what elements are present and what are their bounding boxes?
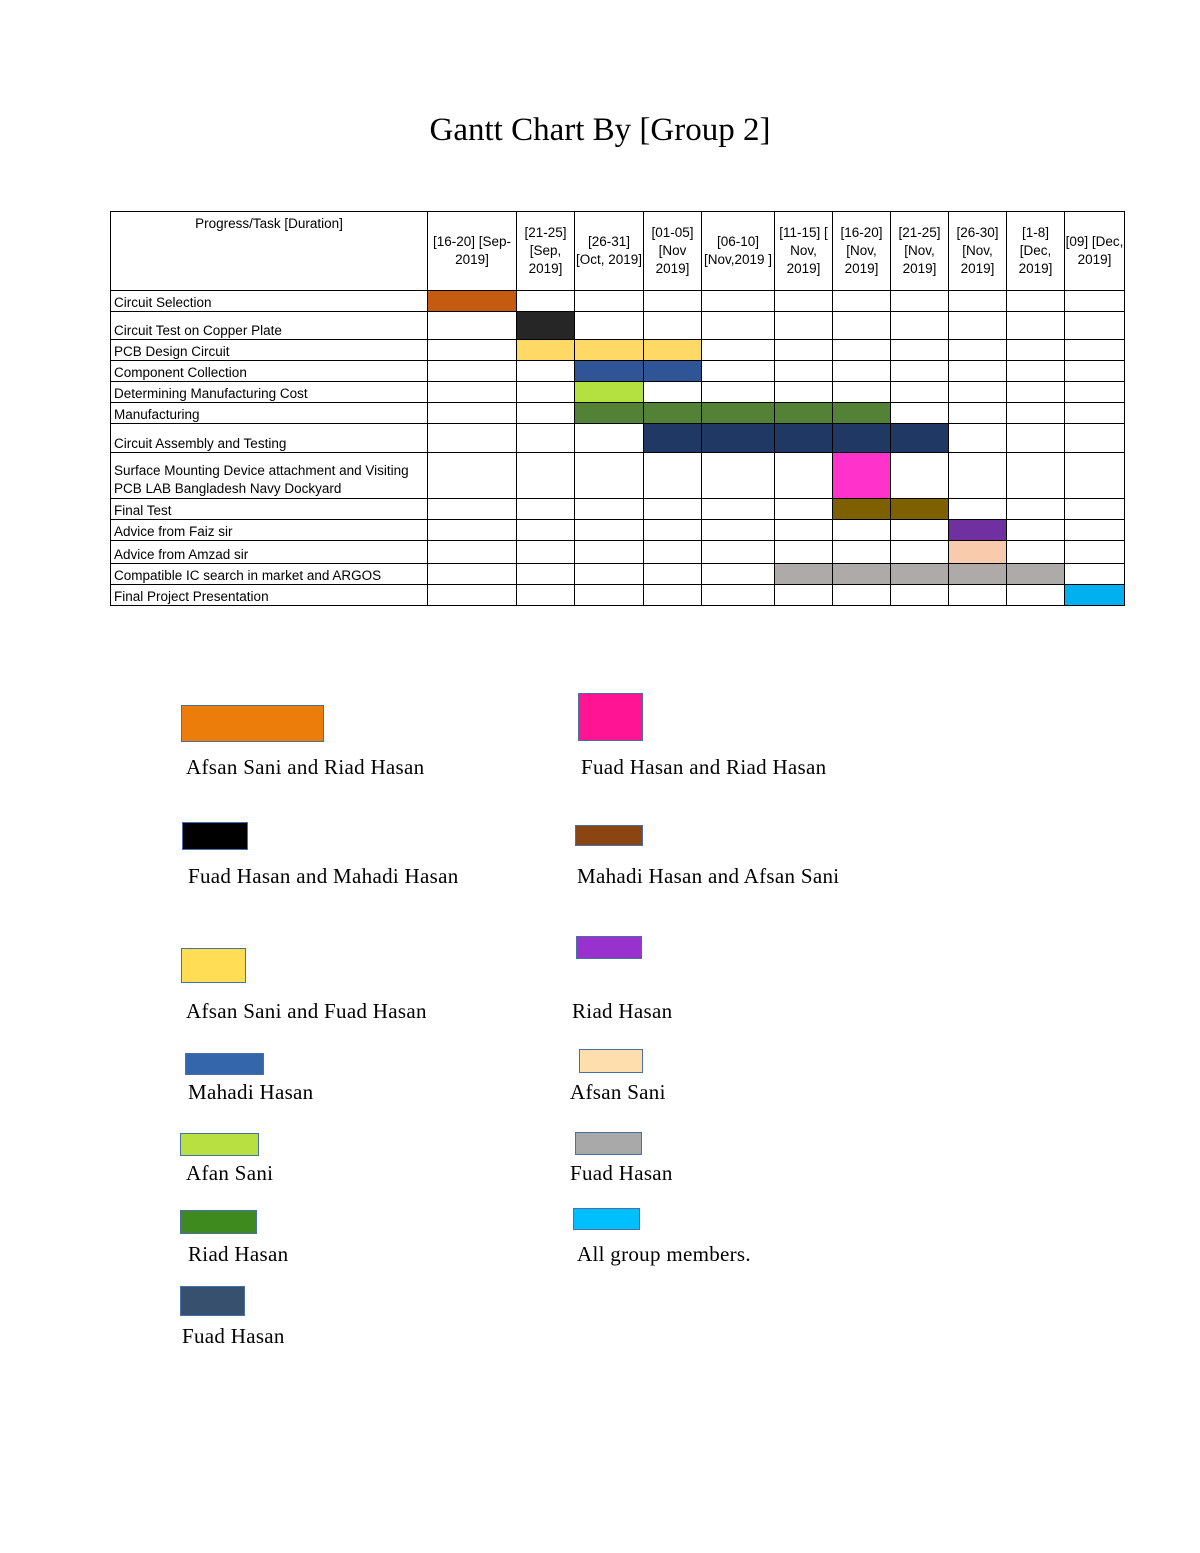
gantt-empty-cell xyxy=(949,403,1007,424)
gantt-empty-cell xyxy=(775,340,833,361)
gantt-empty-cell xyxy=(891,340,949,361)
gantt-empty-cell xyxy=(428,564,517,585)
gantt-empty-cell xyxy=(517,403,575,424)
gantt-empty-cell xyxy=(949,291,1007,312)
period-header: [26-31] [Oct, 2019] xyxy=(575,212,644,291)
gantt-empty-cell xyxy=(833,520,891,541)
gantt-empty-cell xyxy=(775,312,833,340)
legend-label: Afsan Sani and Riad Hasan xyxy=(186,755,425,779)
period-header: [16-20] [Sep-2019] xyxy=(428,212,517,291)
task-row xyxy=(111,541,1125,564)
legend-swatch xyxy=(180,1210,257,1234)
task-name: PCB Design Circuit xyxy=(111,340,428,361)
gantt-empty-cell xyxy=(702,520,775,541)
gantt-empty-cell xyxy=(575,291,644,312)
gantt-empty-cell xyxy=(1007,403,1065,424)
gantt-empty-cell xyxy=(949,382,1007,403)
gantt-bar-cell xyxy=(575,382,644,403)
gantt-empty-cell xyxy=(1065,453,1125,499)
legend-label: Fuad Hasan and Mahadi Hasan xyxy=(188,864,459,888)
legend-swatch xyxy=(180,1133,259,1156)
gantt-empty-cell xyxy=(702,340,775,361)
legend-label: Fuad Hasan and Riad Hasan xyxy=(581,755,827,779)
gantt-empty-cell xyxy=(775,541,833,564)
gantt-empty-cell xyxy=(517,585,575,606)
gantt-empty-cell xyxy=(702,361,775,382)
gantt-empty-cell xyxy=(702,541,775,564)
legend-swatch xyxy=(185,1053,264,1075)
task-name: Manufacturing xyxy=(111,403,428,424)
gantt-empty-cell xyxy=(428,453,517,499)
gantt-empty-cell xyxy=(775,499,833,520)
gantt-empty-cell xyxy=(575,564,644,585)
gantt-bar-cell xyxy=(1007,564,1065,585)
gantt-empty-cell xyxy=(833,382,891,403)
legend-label: Afan Sani xyxy=(186,1161,274,1185)
gantt-empty-cell xyxy=(517,382,575,403)
gantt-empty-cell xyxy=(833,312,891,340)
task-name: Component Collection xyxy=(111,361,428,382)
gantt-body xyxy=(111,291,1125,606)
gantt-empty-cell xyxy=(1007,382,1065,403)
period-header: [16-20] [Nov, 2019] xyxy=(833,212,891,291)
gantt-bar-cell xyxy=(575,403,644,424)
gantt-empty-cell xyxy=(517,361,575,382)
gantt-bar-cell xyxy=(644,424,702,453)
gantt-empty-cell xyxy=(702,382,775,403)
gantt-empty-cell xyxy=(775,585,833,606)
legend-label: Fuad Hasan xyxy=(570,1161,673,1185)
gantt-empty-cell xyxy=(1065,312,1125,340)
task-row xyxy=(111,340,1125,361)
period-header: [01-05] [Nov 2019] xyxy=(644,212,702,291)
legend-label: Riad Hasan xyxy=(572,999,673,1023)
gantt-empty-cell xyxy=(575,520,644,541)
task-row xyxy=(111,453,1125,499)
gantt-empty-cell xyxy=(517,453,575,499)
gantt-bar-cell xyxy=(833,453,891,499)
period-header: [26-30] [Nov, 2019] xyxy=(949,212,1007,291)
gantt-empty-cell xyxy=(775,361,833,382)
gantt-empty-cell xyxy=(833,585,891,606)
gantt-empty-cell xyxy=(891,403,949,424)
task-name: Circuit Selection xyxy=(111,291,428,312)
task-name: Advice from Amzad sir xyxy=(111,541,428,564)
task-name: Surface Mounting Device attachment and Visiting PCB LAB Bangladesh Navy Dockyard xyxy=(111,453,428,499)
gantt-bar-cell xyxy=(891,499,949,520)
gantt-empty-cell xyxy=(1065,403,1125,424)
gantt-empty-cell xyxy=(644,291,702,312)
gantt-bar-cell xyxy=(775,403,833,424)
period-header: [11-15] [ Nov, 2019] xyxy=(775,212,833,291)
gantt-empty-cell xyxy=(702,291,775,312)
legend-swatch xyxy=(576,936,642,959)
gantt-empty-cell xyxy=(949,499,1007,520)
gantt-empty-cell xyxy=(575,585,644,606)
gantt-empty-cell xyxy=(1007,312,1065,340)
gantt-empty-cell xyxy=(428,403,517,424)
task-row xyxy=(111,424,1125,453)
gantt-empty-cell xyxy=(1007,453,1065,499)
gantt-empty-cell xyxy=(702,585,775,606)
gantt-empty-cell xyxy=(517,424,575,453)
task-row xyxy=(111,499,1125,520)
gantt-empty-cell xyxy=(644,382,702,403)
gantt-bar-cell xyxy=(891,424,949,453)
gantt-empty-cell xyxy=(1007,520,1065,541)
gantt-empty-cell xyxy=(428,424,517,453)
legend-label: Afsan Sani xyxy=(570,1080,666,1104)
gantt-empty-cell xyxy=(575,312,644,340)
gantt-empty-cell xyxy=(644,453,702,499)
gantt-bar-cell xyxy=(833,499,891,520)
gantt-empty-cell xyxy=(1065,541,1125,564)
legend-label: Mahadi Hasan and Afsan Sani xyxy=(577,864,840,888)
gantt-bar-cell xyxy=(644,403,702,424)
gantt-bar-cell xyxy=(702,424,775,453)
gantt-empty-cell xyxy=(1007,340,1065,361)
gantt-empty-cell xyxy=(428,361,517,382)
task-row xyxy=(111,585,1125,606)
gantt-empty-cell xyxy=(428,520,517,541)
gantt-empty-cell xyxy=(702,564,775,585)
gantt-bar-cell xyxy=(775,424,833,453)
gantt-bar-cell xyxy=(949,564,1007,585)
gantt-table xyxy=(110,211,1125,606)
legend-swatch xyxy=(182,822,248,850)
legend-swatch xyxy=(579,1049,643,1073)
gantt-empty-cell xyxy=(891,453,949,499)
gantt-bar-cell xyxy=(949,541,1007,564)
task-name: Determining Manufacturing Cost xyxy=(111,382,428,403)
gantt-empty-cell xyxy=(517,291,575,312)
gantt-empty-cell xyxy=(1065,340,1125,361)
gantt-empty-cell xyxy=(575,453,644,499)
gantt-empty-cell xyxy=(575,541,644,564)
gantt-empty-cell xyxy=(833,340,891,361)
legend-swatch xyxy=(575,1132,642,1155)
gantt-empty-cell xyxy=(1065,291,1125,312)
gantt-empty-cell xyxy=(575,424,644,453)
gantt-empty-cell xyxy=(833,361,891,382)
task-row xyxy=(111,520,1125,541)
gantt-bar-cell xyxy=(575,340,644,361)
gantt-empty-cell xyxy=(775,453,833,499)
legend-swatch xyxy=(573,1208,640,1230)
gantt-empty-cell xyxy=(428,499,517,520)
task-row xyxy=(111,312,1125,340)
gantt-empty-cell xyxy=(891,382,949,403)
task-name: Advice from Faiz sir xyxy=(111,520,428,541)
gantt-bar-cell xyxy=(775,564,833,585)
gantt-bar-cell xyxy=(517,312,575,340)
gantt-empty-cell xyxy=(517,499,575,520)
gantt-bar-cell xyxy=(833,403,891,424)
gantt-bar-cell xyxy=(644,361,702,382)
gantt-empty-cell xyxy=(644,312,702,340)
task-row xyxy=(111,564,1125,585)
gantt-empty-cell xyxy=(1007,585,1065,606)
gantt-empty-cell xyxy=(891,312,949,340)
legend-swatch xyxy=(181,948,246,983)
gantt-empty-cell xyxy=(428,541,517,564)
gantt-empty-cell xyxy=(1065,520,1125,541)
period-header: [1-8] [Dec, 2019] xyxy=(1007,212,1065,291)
gantt-bar-cell xyxy=(644,340,702,361)
gantt-empty-cell xyxy=(575,499,644,520)
gantt-empty-cell xyxy=(1065,424,1125,453)
gantt-empty-cell xyxy=(1007,499,1065,520)
gantt-empty-cell xyxy=(891,541,949,564)
gantt-bar-cell xyxy=(891,564,949,585)
task-name: Circuit Test on Copper Plate xyxy=(111,312,428,340)
header-row xyxy=(111,212,1125,291)
gantt-empty-cell xyxy=(949,340,1007,361)
legend-label: Afsan Sani and Fuad Hasan xyxy=(186,999,427,1023)
legend-swatch xyxy=(578,693,643,741)
gantt-empty-cell xyxy=(1065,499,1125,520)
task-name: Final Project Presentation xyxy=(111,585,428,606)
gantt-empty-cell xyxy=(949,585,1007,606)
gantt-empty-cell xyxy=(428,585,517,606)
gantt-empty-cell xyxy=(517,541,575,564)
gantt-empty-cell xyxy=(644,499,702,520)
gantt-empty-cell xyxy=(702,453,775,499)
gantt-empty-cell xyxy=(891,585,949,606)
task-name: Compatible IC search in market and ARGOS xyxy=(111,564,428,585)
gantt-empty-cell xyxy=(1007,424,1065,453)
gantt-empty-cell xyxy=(1065,382,1125,403)
task-row xyxy=(111,361,1125,382)
gantt-empty-cell xyxy=(949,361,1007,382)
gantt-empty-cell xyxy=(949,312,1007,340)
gantt-empty-cell xyxy=(833,291,891,312)
task-name: Circuit Assembly and Testing xyxy=(111,424,428,453)
gantt-empty-cell xyxy=(702,312,775,340)
gantt-empty-cell xyxy=(428,382,517,403)
gantt-bar-cell xyxy=(949,520,1007,541)
gantt-empty-cell xyxy=(949,453,1007,499)
legend-label: Mahadi Hasan xyxy=(188,1080,314,1104)
gantt-bar-cell xyxy=(833,564,891,585)
gantt-empty-cell xyxy=(428,312,517,340)
gantt-bar-cell xyxy=(575,361,644,382)
gantt-empty-cell xyxy=(428,340,517,361)
period-header: [21-25] [Sep, 2019] xyxy=(517,212,575,291)
gantt-empty-cell xyxy=(891,291,949,312)
gantt-empty-cell xyxy=(891,520,949,541)
gantt-bar-cell xyxy=(428,291,517,312)
legend-label: Fuad Hasan xyxy=(182,1324,285,1348)
legend-label: Riad Hasan xyxy=(188,1242,289,1266)
gantt-empty-cell xyxy=(517,520,575,541)
gantt-empty-cell xyxy=(517,564,575,585)
gantt-empty-cell xyxy=(949,424,1007,453)
task-row xyxy=(111,382,1125,403)
period-header: [06-10] [Nov,2019 ] xyxy=(702,212,775,291)
gantt-empty-cell xyxy=(775,520,833,541)
gantt-empty-cell xyxy=(1065,564,1125,585)
gantt-empty-cell xyxy=(1007,291,1065,312)
gantt-empty-cell xyxy=(644,585,702,606)
task-row xyxy=(111,403,1125,424)
gantt-bar-cell xyxy=(1065,585,1125,606)
task-column-header: Progress/Task [Duration] xyxy=(111,212,428,291)
legend-label: All group members. xyxy=(577,1242,751,1266)
gantt-empty-cell xyxy=(1007,361,1065,382)
gantt-empty-cell xyxy=(644,541,702,564)
task-row xyxy=(111,291,1125,312)
gantt-empty-cell xyxy=(1007,541,1065,564)
legend-swatch xyxy=(181,705,324,742)
gantt-empty-cell xyxy=(775,291,833,312)
gantt-empty-cell xyxy=(702,499,775,520)
legend-swatch xyxy=(575,825,643,846)
gantt-bar-cell xyxy=(833,424,891,453)
gantt-empty-cell xyxy=(891,361,949,382)
gantt-bar-cell xyxy=(517,340,575,361)
task-name: Final Test xyxy=(111,499,428,520)
page-title: Gantt Chart By [Group 2] xyxy=(429,112,771,148)
gantt-empty-cell xyxy=(644,564,702,585)
gantt-bar-cell xyxy=(702,403,775,424)
gantt-empty-cell xyxy=(644,520,702,541)
period-header: [21-25] [Nov, 2019] xyxy=(891,212,949,291)
legend-swatch xyxy=(180,1286,245,1316)
gantt-empty-cell xyxy=(775,382,833,403)
gantt-empty-cell xyxy=(1065,361,1125,382)
period-header: [09] [Dec, 2019] xyxy=(1065,212,1125,291)
gantt-empty-cell xyxy=(833,541,891,564)
